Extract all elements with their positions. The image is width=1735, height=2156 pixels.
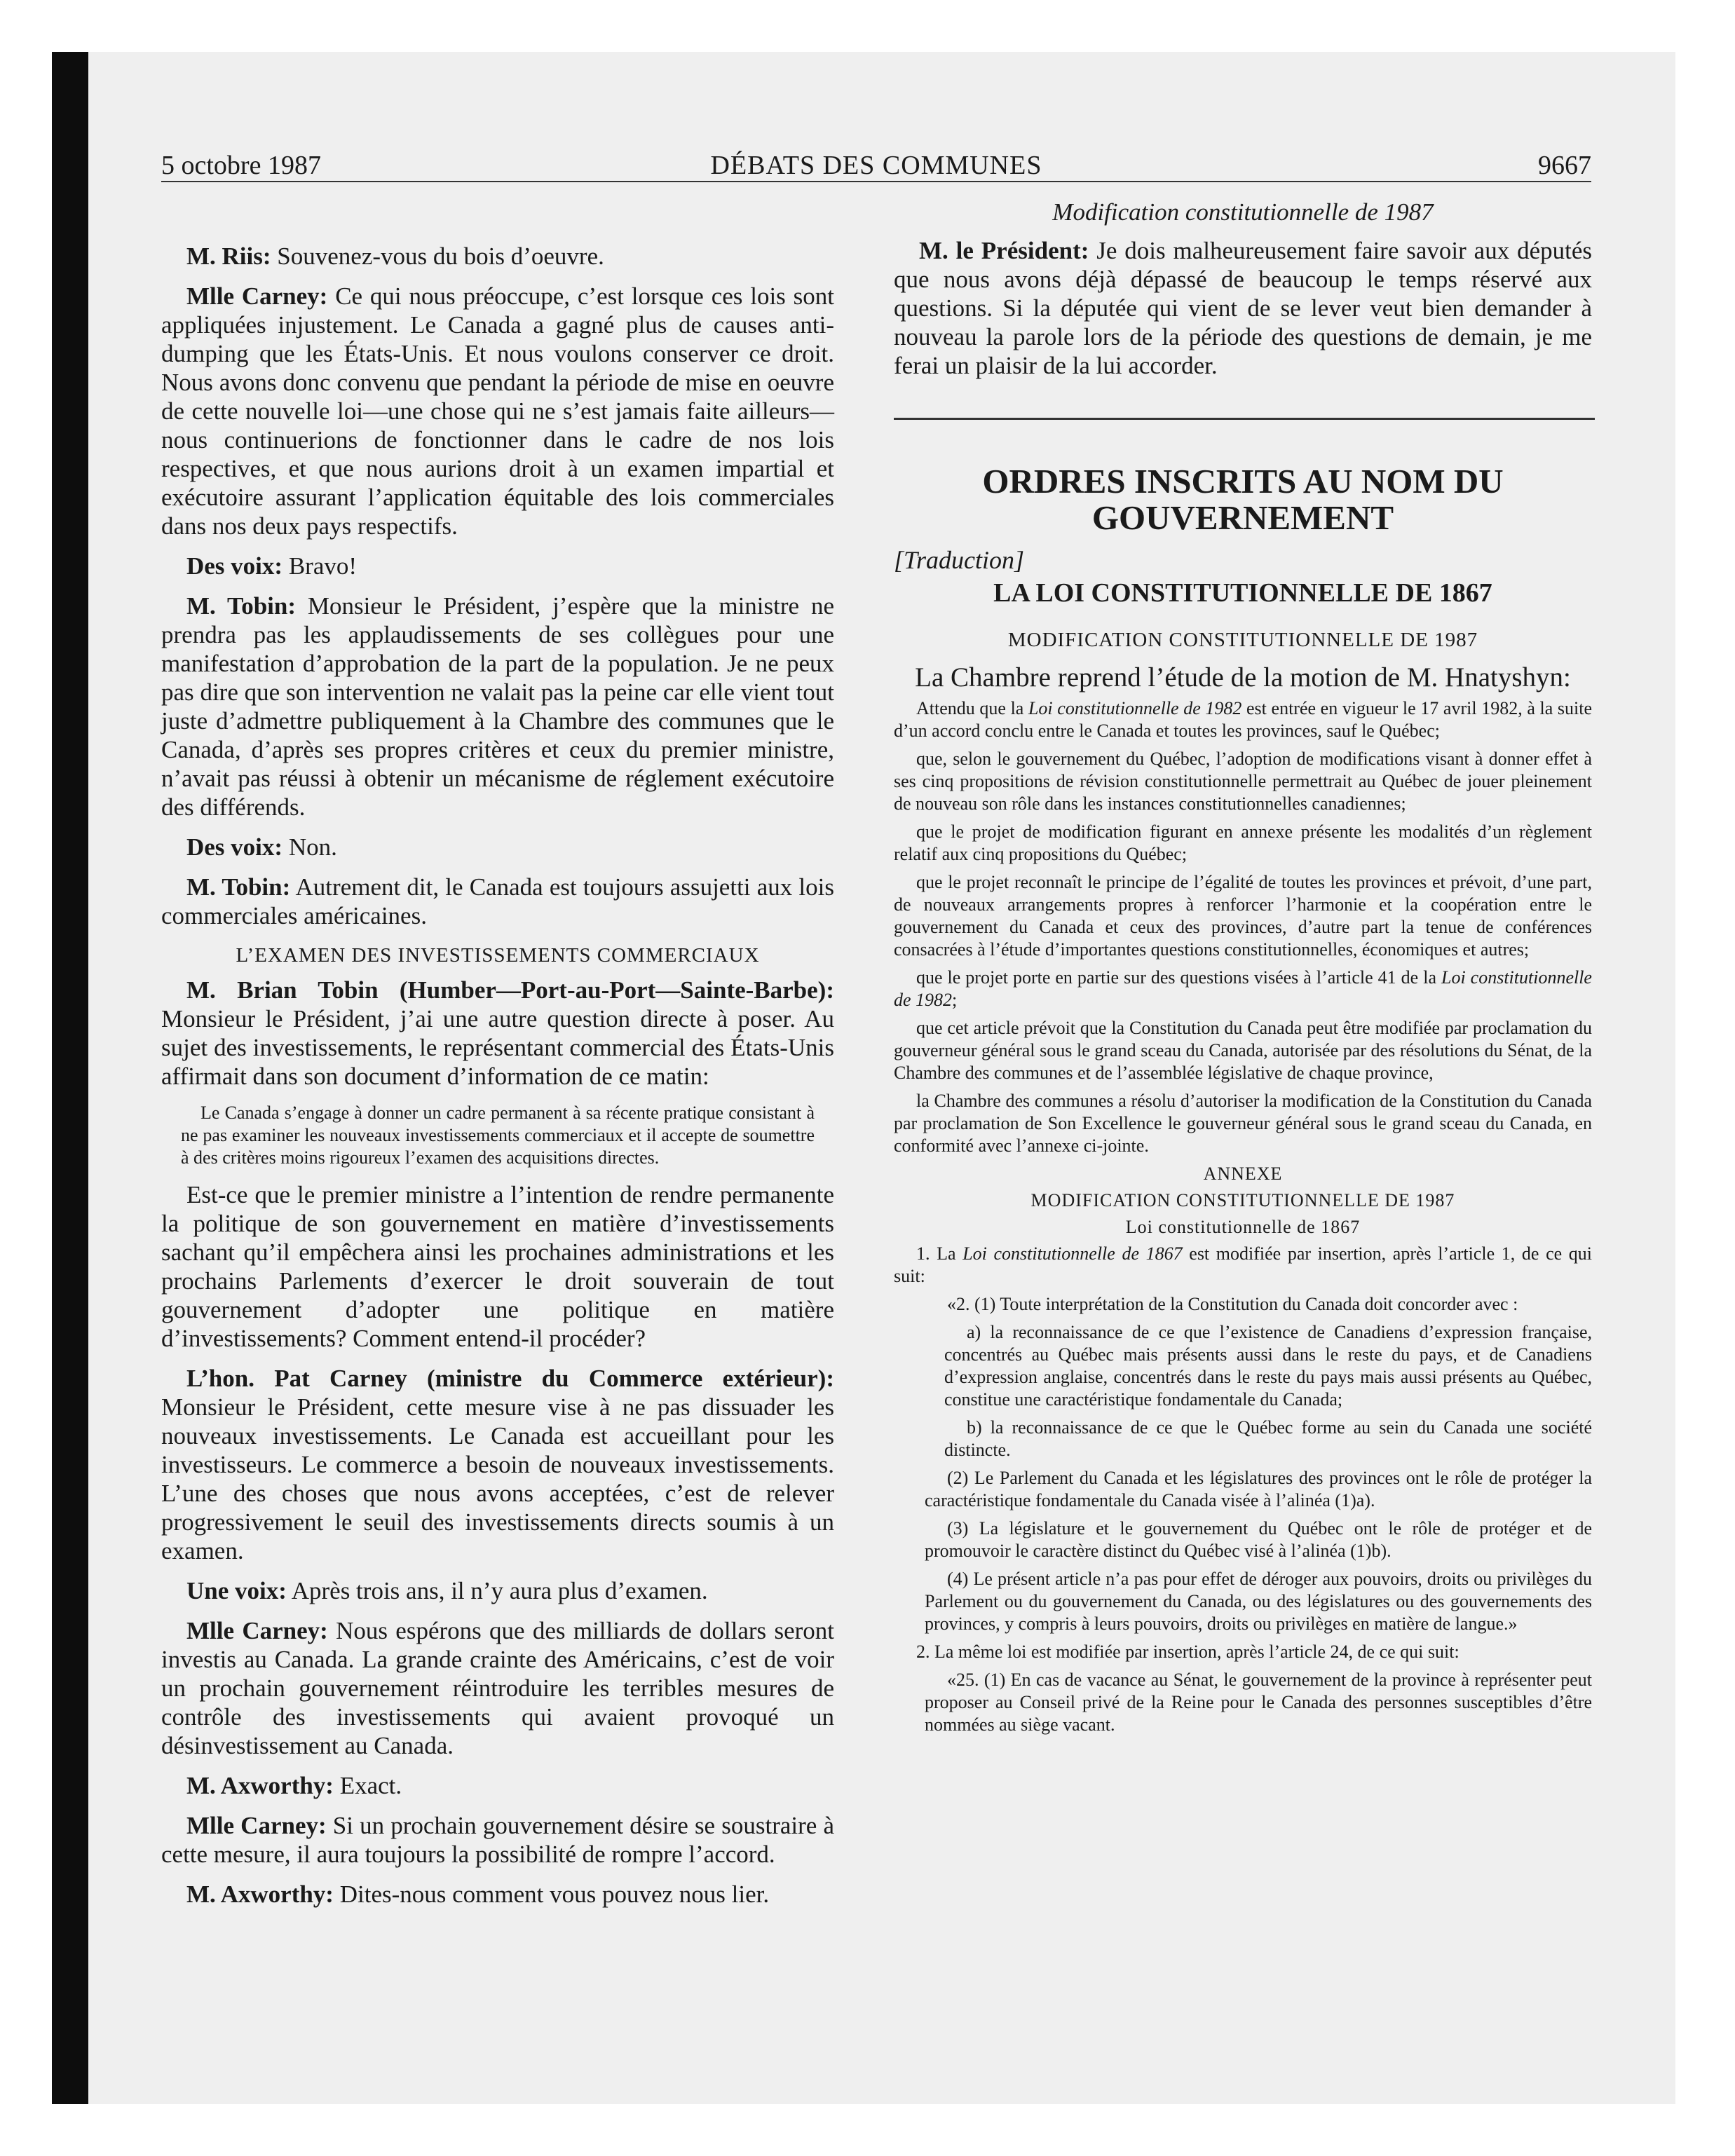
annex-heading: ANNEXE [1203, 1164, 1283, 1184]
speech-text: Exact. [333, 1772, 402, 1799]
annex-paragraph: b) la reconnaissance de ce que le Québec forme au sein du Canada une société distincte. [944, 1417, 1592, 1460]
motion-text: est entrée en vigueur le 17 avril 1982, à la suite d’un accord conclu entre le Canada et toutes les provinces, sauf le Québec; [894, 698, 1592, 741]
speech-text: Dites-nous comment vous pouvez nous lier. [333, 1881, 770, 1908]
speaker: Mlle Carney: [186, 1617, 328, 1644]
motion-paragraph: que, selon le gouvernement du Québec, l’adoption de modifications visant à donner effet à ses cinq propositions de révision constitutionnelle permettrait au Québec de jouer pleinement de nouveau son rôle dans les instances constitutionnelles canadiennes; [894, 749, 1592, 814]
right-column [894, 198, 1592, 1742]
paragraph [161, 1576, 834, 1605]
paragraph [161, 1364, 834, 1565]
speech-text: Monsieur le Président, cette mesure vise à ne pas dissuader les nouveaux investissements. Le Canada est accueillant pour les investisseurs. Le commerce a besoin de nouveaux investissements. L’une des choses que nous avons acceptées, c’est de relever progressivement le seuil des investissements directs soumis à un examen. [161, 1393, 834, 1564]
speaker: M. Brian Tobin (Humber—Port-au-Port—Sainte-Barbe): [186, 976, 834, 1004]
paragraph [161, 833, 834, 861]
motion-lead: La Chambre reprend l’étude de la motion de M. Hnatyshyn: [915, 662, 1571, 692]
speech-text: Autrement dit, le Canada est toujours assujetti aux lois commerciales américaines. [161, 873, 834, 929]
speaker: M. Tobin: [186, 592, 297, 620]
page-header [161, 147, 1591, 184]
paragraph [161, 1616, 834, 1760]
act-title: Loi constitutionnelle de 1982 [894, 967, 1592, 1010]
speaker: Des voix: [186, 833, 283, 861]
annex-act-title: Loi constitutionnelle de 1867 [1125, 1217, 1361, 1237]
speaker: Une voix: [186, 1577, 287, 1604]
motion-paragraph: que cet article prévoit que la Constitution du Canada peut être modifiée par proclamation du gouverneur général sous le grand sceau du Canada, autorisée par des résolutions du Sénat, de la Chambre des communes et de l’assemblée législative de chaque province, [894, 1018, 1592, 1083]
speech-text: Nous espérons que des milliards de dollars seront investis au Canada. La grande crainte des Américains, c’est de voir un prochain gouvernement réintroduire les terribles mesures de contrôle des investissements qui avaient provoqué un désinvestissement au Canada. [161, 1617, 835, 1759]
motion-text: que le projet porte en partie sur des questions visées à l’article 41 de la [916, 967, 1441, 988]
annex-subheading: MODIFICATION CONSTITUTIONNELLE DE 1987 [1030, 1190, 1455, 1210]
motion-text: ; [952, 990, 958, 1010]
subheading: MODIFICATION CONSTITUTIONNELLE DE 1987 [1007, 629, 1478, 651]
speaker: Mlle Carney: [186, 282, 328, 310]
annex-paragraph: «25. (1) En cas de vacance au Sénat, le gouvernement de la province à représenter peut proposer au Conseil privé de la Reine pour le Canada des personnes susceptibles d’être nommées au siège vacant. [925, 1670, 1592, 1735]
main-heading: ORDRES INSCRITS AU NOM DU GOUVERNEMENT [982, 462, 1504, 537]
motion-paragraph: que le projet reconnaît le principe de l’égalité de toutes les provinces et prévoit, d’une part, de nouveaux arrangements propres à renforcer l’harmonie et la coopération entre le gouvernement du Canada et ceux des provinces, d’autre part la tenue de conférences consacrées à l’étude d’importantes questions constitutionnelles, économiques et autres; [894, 872, 1592, 960]
header-date: 5 octobre 1987 [161, 151, 321, 180]
speaker: Mlle Carney: [186, 1812, 327, 1839]
act-heading: LA LOI CONSTITUTIONNELLE DE 1867 [993, 578, 1492, 608]
speech-text: Après trois ans, il n’y aura plus d’examen. [286, 1577, 708, 1604]
speaker: Des voix: [186, 552, 283, 580]
speaker: M. Tobin: [186, 873, 291, 901]
binding-edge [52, 52, 88, 2104]
speaker: M. Axworthy: [186, 1881, 334, 1908]
annex-paragraph: «2. (1) Toute interprétation de la Constitution du Canada doit concorder avec : [947, 1294, 1518, 1314]
speech-text: Si un prochain gouvernement désire se soustraire à cette mesure, il aura toujours la possibilité de rompre l’accord. [161, 1812, 834, 1868]
paragraph [161, 873, 834, 930]
paragraph [161, 242, 834, 271]
section-heading: L’EXAMEN DES INVESTISSEMENTS COMMERCIAUX [236, 944, 760, 967]
section-divider [894, 418, 1595, 420]
speech-text: Non. [283, 833, 337, 861]
paragraph [161, 1880, 834, 1909]
speaker: M. Riis: [186, 243, 271, 270]
paragraph [161, 976, 834, 1091]
translation-note: [Traduction] [894, 546, 1025, 574]
motion-paragraph [894, 967, 1592, 1011]
annex-paragraph: (2) Le Parlement du Canada et les législatures des provinces ont le rôle de protéger la caractéristique fondamentale du Canada visée à l’alinéa (1)a). [925, 1468, 1592, 1510]
speaker: M. Axworthy: [186, 1772, 334, 1799]
motion-paragraph: que le projet de modification figurant en annexe présente les modalités d’un règlement relatif aux cinq propositions du Québec; [894, 821, 1592, 864]
paragraph [161, 1771, 834, 1800]
header-title: DÉBATS DES COMMUNES [710, 151, 1042, 180]
speech-text: Je dois malheureusement faire savoir aux députés que nous avons déjà dépassé de beaucoup le temps réservé aux questions. Si la députée qui vient de se lever veut bien demander à nouveau la parole lors de la période des questions de demain, je me ferai un plaisir de la lui accorder. [894, 237, 1592, 379]
annex-paragraph: (3) La législature et le gouvernement du Québec ont le rôle de protéger et de promouvoir le caractère distinct du Québec visé à l’alinéa (1)b). [925, 1518, 1592, 1561]
paragraph [161, 1811, 834, 1869]
paragraph [894, 236, 1592, 380]
running-head: Modification constitutionnelle de 1987 [1052, 198, 1434, 226]
annex-paragraph: a) la reconnaissance de ce que l’existence de Canadiens d’expression française, concentrés au Québec mais présents aussi dans le reste du pays, et de Canadiens d’expression anglaise, concentrés dans le reste du pays mais aussi présents au Québec, constitue une caractéristique fondamentale du Canada; [944, 1322, 1592, 1410]
annex-paragraph: 2. La même loi est modifiée par insertion, après l’article 24, de ce qui suit: [916, 1642, 1460, 1662]
speech-text: Monsieur le Président, j’espère que la ministre ne prendra pas les applaudissements de ses collègues pour une manifestation d’approbation de la part de la population. Je ne peux pas dire que son intervention ne valait pas la peine car elle vient tout juste d’admettre publiquement à la Chambre des communes que le Canada, d’après ses propres critères et ceux du premier ministre, n’avait pas réussi à obtenir un mécanisme de réglement exécutoire des différends. [161, 592, 834, 821]
header-rule [161, 181, 1591, 182]
act-title: Loi constitutionnelle de 1982 [1028, 698, 1242, 718]
header-page-number: 9667 [1538, 151, 1591, 180]
speaker: L’hon. Pat Carney (ministre du Commerce extérieur): [186, 1365, 834, 1392]
paragraph [161, 282, 834, 540]
speaker: M. le Président: [919, 237, 1089, 264]
motion-paragraph [894, 697, 1592, 742]
act-title: Loi constitutionnelle de 1867 [962, 1243, 1183, 1264]
motion-text: Attendu que la [916, 698, 1028, 718]
quoted-passage: Le Canada s’engage à donner un cadre permanent à sa récente pratique consistant à ne pas examiner les nouveaux investissements commerciaux et il accepte de soumettre à des critères moins rigoureux l’examen des acquisitions directes. [181, 1103, 815, 1168]
speech-text: Souvenez-vous du bois d’oeuvre. [271, 243, 604, 270]
annex-text: 1. La [916, 1243, 963, 1264]
paragraph [161, 552, 834, 580]
annex-paragraph [894, 1243, 1592, 1288]
annex-paragraph: (4) Le présent article n’a pas pour effet de déroger aux pouvoirs, droits ou privilèges du Parlement ou du gouvernement du Canada, ou des législatures ou des gouvernements des provinces, y compris à leurs pouvoirs, droits ou privilèges en matière de langue.» [925, 1569, 1592, 1634]
speech-text: Monsieur le Président, j’ai une autre question directe à poser. Au sujet des investissements, le représentant commercial des États-Unis affirmait dans son document d’information de ce matin: [161, 1005, 834, 1090]
speech-text: Ce qui nous préoccupe, c’est lorsque ces lois sont appliquées injustement. Le Canada a gagné plus de causes anti-dumping que les États-Unis. Et nous voulons conserver ce droit. Nous avons donc convenu que pendant la période de mise en oeuvre de cette nouvelle loi—une chose qui ne s’est jamais faite ailleurs—nous continuerions de fonctionner dans le cadre de nos lois respectives, et que nous aurions droit à un examen impartial et exécutoire assurant l’application équitable des lois commerciales dans nos deux pays respectifs. [161, 282, 834, 540]
motion-paragraph: la Chambre des communes a résolu d’autoriser la modification de la Constitution du Canada par proclamation de Son Excellence le gouverneur général sous le grand sceau du Canada, en conformité avec l’annexe ci-jointe. [894, 1091, 1592, 1156]
paragraph: Est-ce que le premier ministre a l’intention de rendre permanente la politique de son gouvernement en matière d’investissements sachant qu’il empêchera ainsi les prochaines administrations et les prochains Parlements d’exercer le droit souverain de tout gouvernement d’adopter une politique en matière d’investissements? Comment entend-il procéder? [161, 1181, 834, 1352]
annex-text: est modifiée par insertion, après l’article 1, de ce qui suit: [894, 1243, 1593, 1286]
speech-text: Bravo! [283, 552, 358, 580]
left-column [161, 242, 834, 1920]
paragraph [161, 592, 834, 821]
